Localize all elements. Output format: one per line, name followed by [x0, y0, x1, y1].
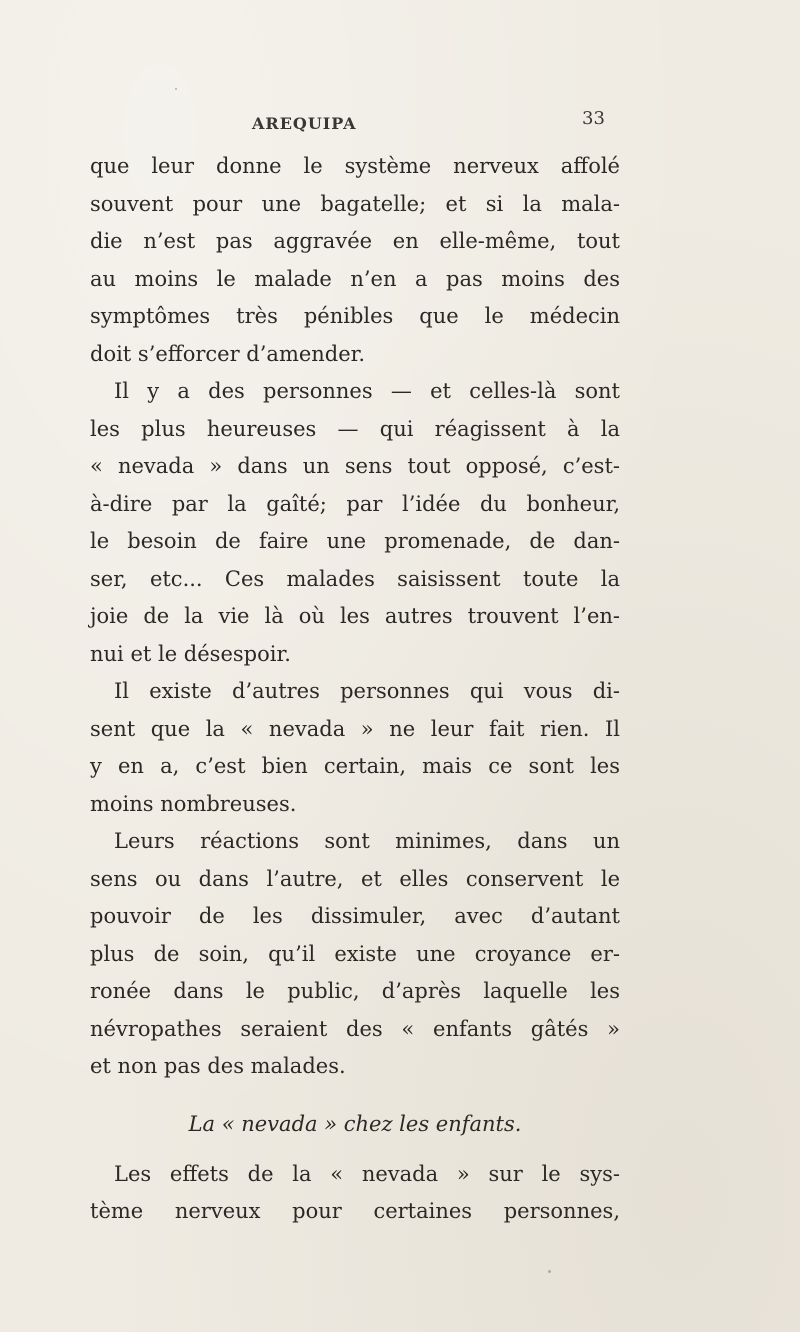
section-subheading: La « nevada » chez les enfants. — [188, 1111, 522, 1136]
text-line: que leur donne le système nerveux affolé — [90, 154, 620, 178]
text-line: Leurs réactions sont minimes, dans un — [114, 829, 620, 853]
text-line: à-dire par la gaîté; par l’idée du bonheur, — [90, 491, 620, 516]
text-line: die n’est pas aggravée en elle-même, tout — [90, 229, 620, 253]
text-line: ronée dans le public, d’après laquelle les — [90, 979, 620, 1003]
paper-speck — [548, 1270, 551, 1273]
page-number: 33 — [582, 108, 605, 129]
text-line: nui et le désespoir. — [90, 641, 291, 666]
text-line: ser, etc... Ces malades saisissent toute la — [90, 566, 620, 591]
text-line: y en a, c’est bien certain, mais ce sont les — [90, 754, 620, 778]
text-line: Il y a des personnes — et celles-là sont — [114, 379, 620, 403]
text-line: tème nerveux pour certaines personnes, — [90, 1199, 620, 1223]
text-line: les plus heureuses — qui réagissent à la — [90, 416, 620, 441]
text-line: moins nombreuses. — [90, 791, 297, 816]
text-line: symptômes très pénibles que le médecin — [90, 304, 620, 328]
text-line: sens ou dans l’autre, et elles conservent le — [90, 866, 620, 891]
text-line: sent que la « nevada » ne leur fait rien. Il — [90, 716, 620, 741]
text-line: plus de soin, qu’il existe une croyance er- — [90, 941, 620, 966]
text-line: au moins le malade n’en a pas moins des — [90, 266, 620, 291]
text-line: joie de la vie là où les autres trouvent l’en- — [90, 604, 620, 628]
text-line: souvent pour une bagatelle; et si la mala- — [90, 191, 620, 216]
text-line: Les effets de la « nevada » sur le sys- — [114, 1161, 620, 1186]
text-line: Il existe d’autres personnes qui vous di- — [114, 679, 620, 703]
text-line: pouvoir de les dissimuler, avec d’autant — [90, 904, 620, 928]
paper-speck — [175, 88, 177, 90]
body-text — [90, 148, 620, 1231]
text-line: le besoin de faire une promenade, de dan- — [90, 529, 620, 553]
running-title: AREQUIPA — [252, 114, 357, 133]
text-line: névropathes seraient des « enfants gâtés » — [90, 1016, 620, 1041]
text-line: « nevada » dans un sens tout opposé, c’est- — [90, 454, 620, 478]
text-line: doit s’efforcer d’amender. — [90, 341, 366, 366]
text-line: et non pas des malades. — [90, 1054, 346, 1078]
